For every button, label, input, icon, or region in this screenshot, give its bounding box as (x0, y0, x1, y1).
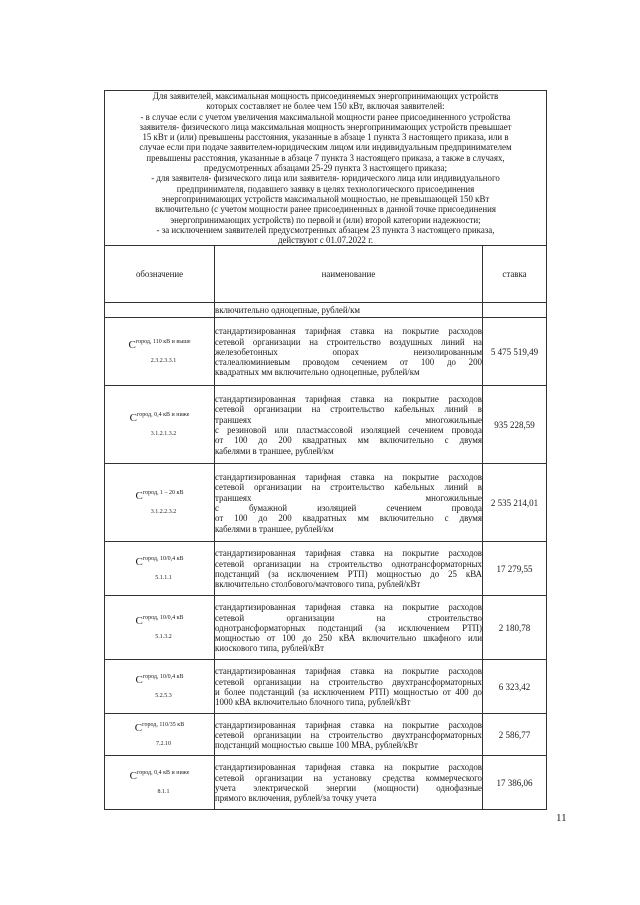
intro-line: - за исключением заявителей предусмотренных абзацем 23 пункта 3 настоящего приказа, (156, 224, 495, 235)
rate-value: 2 586,77 (483, 714, 547, 756)
rate-code (105, 660, 215, 714)
description-line: подстанций мощностью свыше 100 МВА, рублей/кВт (215, 740, 418, 751)
table-row (105, 464, 547, 542)
rate-code-subscript: 7.2.10 (156, 741, 171, 748)
intro-line: которых составляет не более чем 150 кВт, включая заявителей: (206, 101, 445, 112)
rate-description (215, 660, 483, 714)
rate-value: 935 228,59 (483, 386, 547, 464)
description-line: стандартизированная тарифная ставка на покрытие расходов (215, 548, 482, 559)
table-row (105, 386, 547, 464)
column-header-name: наименование (215, 246, 483, 303)
description-line: железобетонных опорах неизолированным (215, 346, 482, 357)
tariff-table (104, 90, 547, 810)
rate-code-letter: C (128, 339, 136, 352)
description-line: квадратных мм включительно одноцепные, рублей/км (215, 367, 420, 378)
continuation-code (105, 303, 215, 318)
description-line: с бумажной изоляцией сечением провода (215, 502, 482, 513)
page-number: 11 (556, 812, 567, 824)
description-line: подстанций (за исключением РТП) мощностью до 25 кВА (215, 568, 482, 579)
rate-value: 2 180,78 (483, 596, 547, 660)
continuation-rate (483, 303, 547, 318)
description-line: стандартизированная тарифная ставка на покрытие расходов (215, 394, 482, 405)
rate-description (215, 756, 483, 810)
intro-line: - для заявителя- физического лица или заявителя- юридического лица или индивидуального (151, 173, 500, 184)
intro-line: случае если при подаче заявителем-юридическим лицом или индивидуальным предпринимателем (139, 142, 512, 153)
description-line: кабелями в траншее, рублей/км (215, 445, 334, 456)
rate-code-superscript: город, 10/0,4 кВ (142, 674, 184, 681)
description-line: стандартизированная тарифная ставка на покрытие расходов (215, 719, 482, 730)
rate-code (105, 714, 215, 756)
description-line: сетевой организации на строительство двухтрансформаторных (215, 729, 482, 740)
description-line: траншеях многожильные (215, 414, 482, 425)
rate-code-superscript: город, 0,4 кВ и ниже (136, 412, 190, 419)
rate-code-superscript: город, 10/0,4 кВ (142, 615, 184, 622)
intro-line: предусмотренных абзацами 25-29 пункта 3 настоящего приказа; (204, 163, 447, 174)
rate-code-letter: C (135, 490, 143, 503)
rate-code-subscript: 5.1.3.2 (155, 634, 172, 641)
description-line: 1000 кВА включительно блочного типа, рублей/кВт (215, 697, 411, 708)
description-line: сетевой организации на строительство двухтрансформаторных (215, 676, 482, 687)
intro-line: энергопринимающих устройств) по первой и (или) второй категории надежности; (170, 214, 481, 225)
description-line: траншеях многожильные (215, 492, 482, 503)
rate-code-superscript: город, 10/0,4 кВ (142, 556, 184, 563)
rate-code-letter: C (129, 412, 137, 425)
rate-code (105, 756, 215, 810)
table-row (105, 596, 547, 660)
intro-line: Для заявителей, максимальная мощность присоединяемых энергопринимающих устройств (152, 91, 499, 101)
rate-code (105, 318, 215, 386)
description-line: однотрансформаторных подстанций (за исключением РТП) (215, 622, 482, 633)
rate-description (215, 318, 483, 386)
continuation-text: включительно одноцепные, рублей/км (215, 303, 483, 318)
rate-code-letter: C (135, 615, 143, 628)
rate-code-letter: C (134, 722, 143, 735)
column-header-row (105, 246, 547, 303)
intro-line: заявителя- физического лица максимальная мощность энергопринимающих устройств превышает (139, 121, 512, 132)
rate-code-letter: C (129, 770, 137, 783)
table-row (105, 756, 547, 810)
intro-line: действуют с 01.07.2022 г. (277, 235, 374, 246)
rate-code-subscript: 8.1.1 (157, 789, 170, 796)
description-line: сталеалюминиевым проводом сечением от 100 до 200 (215, 357, 482, 368)
description-line: кабелями в траншее, рублей/км (215, 523, 334, 534)
description-line: стандартизированная тарифная ставка на покрытие расходов (215, 762, 482, 773)
description-line: стандартизированная тарифная ставка на покрытие расходов (215, 472, 482, 483)
rate-code-subscript: 5.1.1.1 (155, 575, 172, 582)
rate-description (215, 464, 483, 542)
rate-code (105, 542, 215, 596)
intro-row (105, 91, 547, 246)
rate-code (105, 464, 215, 542)
description-line: киоскового типа, рублей/кВт (215, 643, 324, 654)
description-line: стандартизированная тарифная ставка на покрытие расходов (215, 602, 482, 613)
rate-code (105, 386, 215, 464)
rate-description (215, 542, 483, 596)
description-line: учета электрической энергии (мощности) однофазные (215, 782, 482, 793)
rate-code-superscript: город, 1 – 20 кВ (142, 490, 184, 497)
table-row (105, 714, 547, 756)
description-line: сетевой организации на строительство однотрансформаторных (215, 558, 482, 569)
rate-value: 5 475 519,49 (483, 318, 547, 386)
rate-description (215, 386, 483, 464)
intro-line: предпринимателя, подавшего заявку в целях технологического присоединения (176, 183, 475, 194)
column-header-rate: ставка (483, 246, 547, 303)
rate-code-superscript: город, 110/35 кВ (142, 722, 185, 729)
intro-line: 15 кВт и (или) превышены расстояния, указанные в абзаце 1 пункта 3 настоящего приказа, или в (142, 132, 509, 143)
description-line: с резиновой или пластмассовой изоляцией сечением провода (215, 424, 482, 435)
description-line: от 100 до 200 квадратных мм включительно с двумя (215, 513, 482, 524)
description-line: стандартизированная тарифная ставка на покрытие расходов (215, 666, 482, 677)
rate-value: 2 535 214,01 (483, 464, 547, 542)
description-line: от 100 до 200 квадратных мм включительно с двумя (215, 435, 482, 446)
rate-value: 17 279,55 (483, 542, 547, 596)
description-line: сетевой организации на строительство кабельных линий в (215, 482, 482, 493)
intro-line: включительно (с учетом мощности ранее присоединенных в данной точке присоединения (155, 204, 496, 215)
table-row (105, 318, 547, 386)
description-line: сетевой организации на строительство (215, 612, 482, 623)
rate-description (215, 714, 483, 756)
rate-value: 6 323,42 (483, 660, 547, 714)
continuation-row (105, 303, 547, 318)
rate-code-subscript: 5.2.5.3 (155, 693, 172, 700)
rate-code-subscript: 3.1.2.2.3.2 (150, 509, 177, 516)
rate-value: 17 386,06 (483, 756, 547, 810)
rate-code-subscript: 3.1.2.1.3.2 (150, 431, 177, 438)
table-row (105, 660, 547, 714)
rate-code-superscript: город, 0,4 кВ и ниже (136, 770, 190, 777)
description-line: сетевой организации на строительство кабельных линий в (215, 404, 482, 415)
intro-text (105, 91, 547, 246)
intro-line: превышены расстояния, указанные в абзаце 7 пункта 3 настоящего приказа, а также в случаях, (146, 152, 505, 163)
description-line: и более подстанций (за исключением РТП) мощностью от 400 до (215, 686, 482, 697)
description-line: стандартизированная тарифная ставка на покрытие расходов (215, 326, 482, 337)
rate-code-subscript: 2.3.2.3.3.1 (150, 358, 177, 365)
rate-code-letter: C (135, 674, 143, 687)
column-header-code: обозначение (105, 246, 215, 303)
table-row (105, 542, 547, 596)
description-line: прямого включения, рублей/за точку учета (215, 793, 377, 804)
intro-line: энергопринимающих устройств максимальной мощностью, не превышающей 150 кВт (161, 193, 490, 204)
description-line: включительно столбового/мачтового типа, рублей/кВт (215, 579, 421, 590)
rate-code-superscript: город, 110 кВ и выше (135, 339, 191, 346)
rate-code-letter: C (135, 556, 143, 569)
description-line: сетевой организации на установку средства коммерческого (215, 772, 482, 783)
description-line: мощностью от 100 до 250 кВА включительно шкафного или (215, 633, 482, 644)
description-line: сетевой организации на строительство воздушных линий на (215, 336, 482, 347)
intro-line: - в случае если с учетом увеличения максимальной мощности ранее присоединенного устройства (140, 111, 511, 122)
rate-description (215, 596, 483, 660)
rate-code (105, 596, 215, 660)
